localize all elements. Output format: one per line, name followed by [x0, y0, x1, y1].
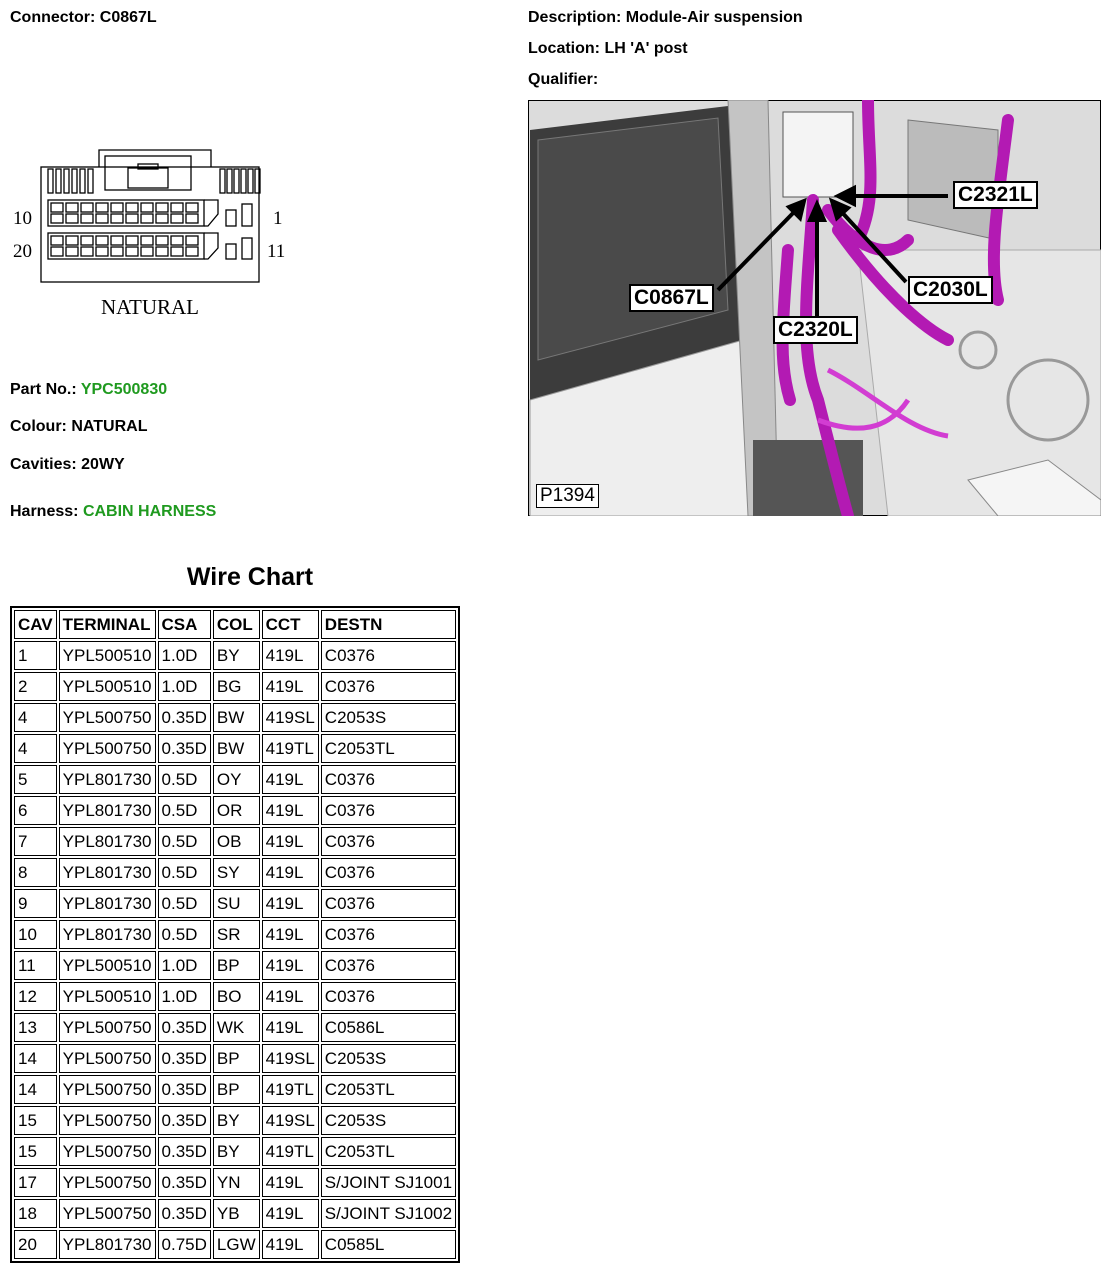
connector-face-svg	[8, 140, 298, 330]
pin-cavity	[156, 203, 168, 212]
location-illustration	[528, 100, 1101, 516]
pin-cavity	[186, 247, 198, 256]
connector-rib	[234, 169, 239, 193]
pin-cavity	[96, 236, 108, 245]
cell-cav: 4	[14, 703, 57, 732]
connector-line	[10, 9, 157, 27]
pin-cavity	[51, 203, 63, 212]
table-row	[14, 889, 456, 918]
cell-terminal: YPL500750	[59, 703, 156, 732]
cell-terminal: YPL801730	[59, 796, 156, 825]
pin-cavity	[51, 247, 63, 256]
cell-csa: 0.75D	[158, 1230, 211, 1259]
pin-cavity	[96, 247, 108, 256]
pin-cavity	[141, 247, 153, 256]
table-row	[14, 672, 456, 701]
pin-cavity	[171, 236, 183, 245]
cell-terminal: YPL500750	[59, 1013, 156, 1042]
cell-cav: 14	[14, 1044, 57, 1073]
callout-c0867l: C0867L	[629, 284, 714, 312]
pin-cavity	[81, 247, 93, 256]
pin-cavity	[66, 247, 78, 256]
cell-csa: 1.0D	[158, 982, 211, 1011]
cell-cav: 15	[14, 1106, 57, 1135]
pin-cavity	[126, 214, 138, 223]
table-row	[14, 1230, 456, 1259]
cell-cct: 419L	[262, 827, 319, 856]
pin-cavity	[96, 214, 108, 223]
cell-terminal: YPL500750	[59, 1075, 156, 1104]
cell-cct: 419SL	[262, 1044, 319, 1073]
connector-rib	[72, 169, 77, 193]
harness-label: Harness:	[10, 503, 79, 520]
cell-col: BP	[213, 1044, 260, 1073]
pin-cavity	[111, 203, 123, 212]
cell-csa: 0.35D	[158, 734, 211, 763]
pin-cavity	[111, 214, 123, 223]
cell-cct: 419L	[262, 858, 319, 887]
cell-col: BW	[213, 734, 260, 763]
cell-col: YN	[213, 1168, 260, 1197]
table-row	[14, 1199, 456, 1228]
table-row	[14, 1106, 456, 1135]
cell-cav: 13	[14, 1013, 57, 1042]
pin-cavity	[171, 214, 183, 223]
cell-cct: 419TL	[262, 1137, 319, 1166]
cell-cct: 419L	[262, 1199, 319, 1228]
cell-cav: 4	[14, 734, 57, 763]
cell-csa: 0.5D	[158, 827, 211, 856]
cell-col: BO	[213, 982, 260, 1011]
cell-destn: C2053TL	[321, 1075, 456, 1104]
pin-cavity	[156, 236, 168, 245]
cell-cct: 419SL	[262, 703, 319, 732]
cell-col: BP	[213, 951, 260, 980]
cell-col: YB	[213, 1199, 260, 1228]
pin-cavity	[111, 247, 123, 256]
table-row	[14, 827, 456, 856]
cell-cav: 15	[14, 1137, 57, 1166]
cell-cav: 12	[14, 982, 57, 1011]
pin-cavity	[126, 247, 138, 256]
part-no-link[interactable]: YPC500830	[80, 381, 168, 398]
pin-cavity	[81, 214, 93, 223]
cell-cct: 419TL	[262, 1075, 319, 1104]
cell-csa: 0.35D	[158, 1044, 211, 1073]
header-row	[14, 610, 456, 639]
cell-csa: 0.35D	[158, 1075, 211, 1104]
cell-cav: 5	[14, 765, 57, 794]
pin-cavity	[66, 214, 78, 223]
cell-csa: 0.35D	[158, 1137, 211, 1166]
connector-location-image	[528, 100, 1101, 516]
column-header-destn: DESTN	[321, 610, 456, 639]
cell-col: BY	[213, 1137, 260, 1166]
pin-cavity	[81, 203, 93, 212]
connector-rib	[241, 169, 246, 193]
cell-cav: 11	[14, 951, 57, 980]
cell-cav: 9	[14, 889, 57, 918]
cell-cct: 419L	[262, 920, 319, 949]
cell-destn: C0376	[321, 858, 456, 887]
wire-chart-title: Wire Chart	[186, 563, 314, 591]
pin-cavity	[126, 203, 138, 212]
cell-col: SY	[213, 858, 260, 887]
cell-col: LGW	[213, 1230, 260, 1259]
pin-cavity	[141, 236, 153, 245]
cell-terminal: YPL801730	[59, 858, 156, 887]
column-header-cct: CCT	[262, 610, 319, 639]
cell-destn: S/JOINT SJ1002	[321, 1199, 456, 1228]
cell-terminal: YPL500510	[59, 672, 156, 701]
connector-rib	[56, 169, 61, 193]
location-value: LH 'A' post	[604, 40, 688, 57]
cell-col: WK	[213, 1013, 260, 1042]
cell-col: OR	[213, 796, 260, 825]
cell-csa: 0.5D	[158, 920, 211, 949]
cell-terminal: YPL801730	[59, 920, 156, 949]
cell-col: BP	[213, 1075, 260, 1104]
cell-terminal: YPL500510	[59, 951, 156, 980]
connector-rib	[80, 169, 85, 193]
cell-col: SR	[213, 920, 260, 949]
callout-c2030l: C2030L	[908, 276, 993, 304]
connector-face-diagram	[8, 140, 298, 330]
part-no-label: Part No.:	[10, 381, 77, 398]
pin-cavity	[141, 214, 153, 223]
table-row	[14, 1137, 456, 1166]
wire-chart-body	[14, 641, 456, 1259]
cell-cav: 1	[14, 641, 57, 670]
table-row	[14, 951, 456, 980]
pin-cavity	[126, 236, 138, 245]
pin-cavity	[171, 203, 183, 212]
cell-col: BW	[213, 703, 260, 732]
connector-rib	[227, 169, 232, 193]
location-label: Location:	[528, 40, 600, 57]
cell-destn: S/JOINT SJ1001	[321, 1168, 456, 1197]
cell-terminal: YPL801730	[59, 827, 156, 856]
callout-c2321l: C2321L	[953, 181, 1038, 209]
cell-terminal: YPL500750	[59, 1168, 156, 1197]
cell-cct: 419L	[262, 796, 319, 825]
cell-csa: 0.5D	[158, 796, 211, 825]
pin-cavity	[51, 236, 63, 245]
table-row	[14, 703, 456, 732]
cell-destn: C2053S	[321, 703, 456, 732]
cell-destn: C0376	[321, 672, 456, 701]
connector-rib	[220, 169, 225, 193]
cell-csa: 0.35D	[158, 1199, 211, 1228]
cell-col: OB	[213, 827, 260, 856]
cell-csa: 1.0D	[158, 672, 211, 701]
cell-destn: C0376	[321, 641, 456, 670]
cell-csa: 0.35D	[158, 1168, 211, 1197]
table-row	[14, 1013, 456, 1042]
photo-reference-code: P1394	[536, 484, 599, 508]
cell-cct: 419L	[262, 641, 319, 670]
table-row	[14, 1075, 456, 1104]
cell-csa: 0.5D	[158, 889, 211, 918]
harness-link[interactable]: CABIN HARNESS	[82, 503, 217, 520]
cell-cav: 14	[14, 1075, 57, 1104]
cavities-value: 20WY	[81, 456, 125, 473]
column-header-cav: CAV	[14, 610, 57, 639]
cell-terminal: YPL500750	[59, 1106, 156, 1135]
colour-line	[10, 418, 147, 436]
cell-destn: C2053TL	[321, 1137, 456, 1166]
column-header-col: COL	[213, 610, 260, 639]
pin-label-10: 10	[13, 208, 32, 229]
qualifier-line	[528, 71, 598, 89]
cell-destn: C0376	[321, 765, 456, 794]
pin-cavity	[111, 236, 123, 245]
connector-label: Connector:	[10, 9, 96, 26]
cell-terminal: YPL801730	[59, 1230, 156, 1259]
cell-cct: 419L	[262, 765, 319, 794]
cell-col: BY	[213, 641, 260, 670]
cell-cav: 20	[14, 1230, 57, 1259]
cell-cav: 2	[14, 672, 57, 701]
cell-terminal: YPL500750	[59, 734, 156, 763]
callout-c2320l: C2320L	[773, 316, 858, 344]
part-no-line	[10, 381, 167, 399]
table-row	[14, 641, 456, 670]
description-value: Module-Air suspension	[625, 9, 803, 26]
cell-cct: 419L	[262, 889, 319, 918]
connector-rib	[248, 169, 253, 193]
cell-csa: 1.0D	[158, 951, 211, 980]
connector-rib	[88, 169, 93, 193]
pin-label-20: 20	[13, 241, 32, 262]
cavities-line	[10, 456, 125, 474]
column-header-csa: CSA	[158, 610, 211, 639]
table-row	[14, 796, 456, 825]
cell-cct: 419L	[262, 951, 319, 980]
cell-cav: 7	[14, 827, 57, 856]
cell-cct: 419L	[262, 672, 319, 701]
pin-cavity	[66, 203, 78, 212]
cell-destn: C2053S	[321, 1106, 456, 1135]
cell-cct: 419L	[262, 1230, 319, 1259]
pin-cavity	[51, 214, 63, 223]
cell-cct: 419SL	[262, 1106, 319, 1135]
connector-colour-caption: NATURAL	[101, 295, 199, 319]
cell-cav: 18	[14, 1199, 57, 1228]
description-line	[528, 9, 803, 27]
wire-chart-table	[10, 606, 460, 1263]
cell-cav: 17	[14, 1168, 57, 1197]
table-row	[14, 734, 456, 763]
colour-value: NATURAL	[71, 418, 148, 435]
pin-cavity	[186, 236, 198, 245]
description-label: Description:	[528, 9, 622, 26]
colour-label: Colour:	[10, 418, 67, 435]
connector-rib	[48, 169, 53, 193]
cell-terminal: YPL500750	[59, 1199, 156, 1228]
pin-cavity	[156, 247, 168, 256]
qualifier-label: Qualifier:	[528, 71, 599, 88]
table-row	[14, 1044, 456, 1073]
table-row	[14, 1168, 456, 1197]
pin-cavity	[186, 214, 198, 223]
cell-csa: 0.35D	[158, 1106, 211, 1135]
cell-destn: C0585L	[321, 1230, 456, 1259]
cell-terminal: YPL500510	[59, 641, 156, 670]
pin-cavity	[96, 203, 108, 212]
harness-line	[10, 503, 216, 521]
connector-value: C0867L	[99, 9, 157, 26]
cell-terminal: YPL500750	[59, 1044, 156, 1073]
column-header-terminal: TERMINAL	[59, 610, 156, 639]
pin-cavity	[141, 203, 153, 212]
cell-csa: 0.5D	[158, 765, 211, 794]
cell-cav: 8	[14, 858, 57, 887]
pin-cavity	[171, 247, 183, 256]
cell-csa: 0.35D	[158, 703, 211, 732]
pin-cavity	[156, 214, 168, 223]
cell-destn: C0376	[321, 889, 456, 918]
table-row	[14, 920, 456, 949]
cell-csa: 1.0D	[158, 641, 211, 670]
cell-cct: 419TL	[262, 734, 319, 763]
table-row	[14, 982, 456, 1011]
cell-destn: C0376	[321, 982, 456, 1011]
cell-csa: 0.5D	[158, 858, 211, 887]
cell-destn: C2053TL	[321, 734, 456, 763]
wire-chart-header	[14, 610, 456, 639]
location-line	[528, 40, 688, 58]
cell-destn: C0376	[321, 920, 456, 949]
cell-col: BG	[213, 672, 260, 701]
cell-terminal: YPL801730	[59, 765, 156, 794]
cell-csa: 0.35D	[158, 1013, 211, 1042]
cavities-label: Cavities:	[10, 456, 77, 473]
cell-destn: C0376	[321, 796, 456, 825]
cell-col: OY	[213, 765, 260, 794]
table-row	[14, 858, 456, 887]
cell-destn: C0586L	[321, 1013, 456, 1042]
pin-label-1: 1	[273, 208, 283, 229]
cell-destn: C2053S	[321, 1044, 456, 1073]
connector-rib	[64, 169, 69, 193]
pin-cavity	[81, 236, 93, 245]
pin-cavity	[186, 203, 198, 212]
cell-destn: C0376	[321, 951, 456, 980]
cell-cct: 419L	[262, 982, 319, 1011]
cell-cav: 10	[14, 920, 57, 949]
pin-cavity	[66, 236, 78, 245]
cell-terminal: YPL801730	[59, 889, 156, 918]
cell-terminal: YPL500510	[59, 982, 156, 1011]
cell-cav: 6	[14, 796, 57, 825]
table-row	[14, 765, 456, 794]
cell-destn: C0376	[321, 827, 456, 856]
cell-cct: 419L	[262, 1168, 319, 1197]
pin-label-11: 11	[267, 241, 286, 262]
cell-cct: 419L	[262, 1013, 319, 1042]
cell-col: BY	[213, 1106, 260, 1135]
cell-col: SU	[213, 889, 260, 918]
cell-terminal: YPL500750	[59, 1137, 156, 1166]
